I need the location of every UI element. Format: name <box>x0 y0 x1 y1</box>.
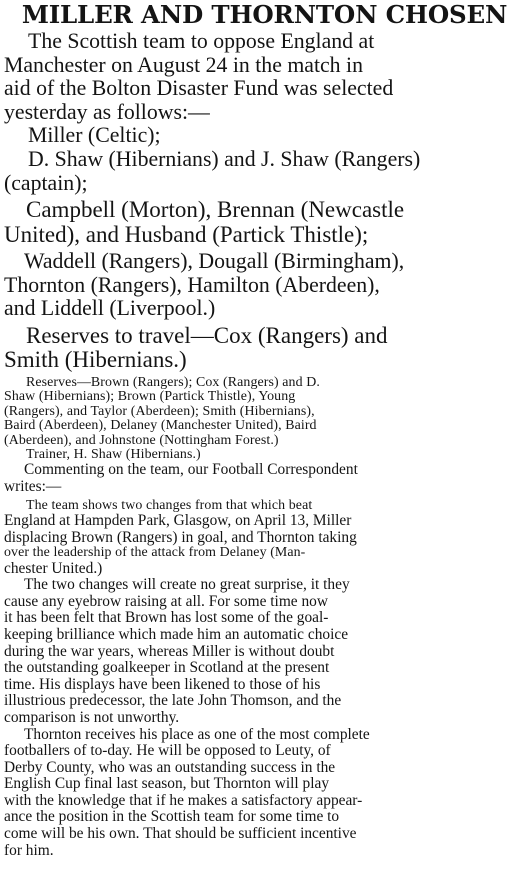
body-line: ance the position in the Scottish team for some time to <box>4 808 340 826</box>
intro-line: The Scottish team to oppose England at <box>28 29 375 53</box>
body-line: Thornton receives his place as one of the most complete <box>24 725 370 743</box>
reserves-line: (Rangers), and Taylor (Aberdeen); Smith (Hibernians), <box>4 403 315 419</box>
travel-reserves-line: Reserves to travel—Cox (Rangers) and <box>26 322 388 348</box>
body-line: England at Hampden Park, Glasgow, on April 13, Miller <box>4 511 352 529</box>
intro-line: aid of the Bolton Disaster Fund was selected <box>4 76 394 101</box>
reserves-line: Reserves—Brown (Rangers); Cox (Rangers) and D. <box>26 374 320 390</box>
reserves-paragraph <box>4 376 525 462</box>
reserves-line: Shaw (Hibernians); Brown (Partick Thistle), Young <box>4 389 296 405</box>
team-selection <box>4 124 525 373</box>
body-line: illustrious predecessor, the late John Thomson, and the <box>4 692 342 710</box>
body-line: chester United.) <box>4 559 103 577</box>
body-line: cause any eyebrow raising at all. For some time now <box>4 592 328 610</box>
body-line: The team shows two changes from that which beat <box>26 497 313 513</box>
reserves-line: Baird (Aberdeen), Delaney (Manchester United), Baird <box>4 418 317 434</box>
trainer-line: Trainer, H. Shaw (Hibernians.) <box>26 446 201 462</box>
goalkeeper-line: Miller (Celtic); <box>28 123 161 148</box>
article-body <box>4 499 525 860</box>
forwards-line: Thornton (Rangers), Hamilton (Aberdeen), <box>4 272 380 297</box>
travel-reserves-line: Smith (Hibernians.) <box>4 347 187 373</box>
body-line: displacing Brown (Rangers) in goal, and Thornton taking <box>4 528 357 546</box>
body-line: English Cup final last season, but Thornton will play <box>4 775 330 793</box>
intro-line: Manchester on August 24 in the match in <box>4 52 363 77</box>
body-line: it has been felt that Brown has lost some of the goal- <box>4 609 329 627</box>
forwards-line: and Liddell (Liverpool.) <box>4 296 216 321</box>
intro-line: yesterday as follows:— <box>4 99 210 124</box>
backs-line: D. Shaw (Hibernians) and J. Shaw (Rangers) <box>28 146 421 171</box>
headline: MILLER AND THORNTON CHOSEN <box>21 0 508 29</box>
halves-line: United), and Husband (Partick Thistle); <box>4 221 369 247</box>
body-line: come will be his own. That should be sufficient incentive <box>4 825 357 843</box>
commenting-line: Commenting on the team, our Football Correspondent <box>24 461 358 479</box>
body-line: for him. <box>4 841 54 859</box>
body-line: time. His displays have been likened to those of his <box>4 675 321 693</box>
halves-line: Campbell (Morton), Brennan (Newcastle <box>26 197 405 223</box>
body-line: The two changes will create no great surprise, it they <box>24 576 350 594</box>
intro-paragraph <box>4 30 525 124</box>
commenting-paragraph <box>4 462 525 495</box>
reserves-line: (Aberdeen), and Johnstone (Nottingham Forest.) <box>4 432 279 448</box>
body-line: keeping brilliance which made him an automatic choice <box>4 625 349 643</box>
forwards-line: Waddell (Rangers), Dougall (Birmingham), <box>24 249 405 274</box>
commenting-line: writes:— <box>4 477 62 495</box>
body-line: during the war years, whereas Miller is without doubt <box>4 642 335 660</box>
body-line: footballers of to-day. He will be opposed to Leuty, of <box>4 742 331 760</box>
body-line: with the knowledge that if he makes a satisfactory appear- <box>4 791 363 809</box>
body-line: the outstanding goalkeeper in Scotland at the present <box>4 659 330 677</box>
body-line: comparison is not unworthy. <box>4 708 180 726</box>
body-line: over the leadership of the attack from Delaney (Man- <box>4 545 306 561</box>
body-line: Derby County, who was an outstanding success in the <box>4 758 336 776</box>
backs-line: (captain); <box>4 170 88 195</box>
